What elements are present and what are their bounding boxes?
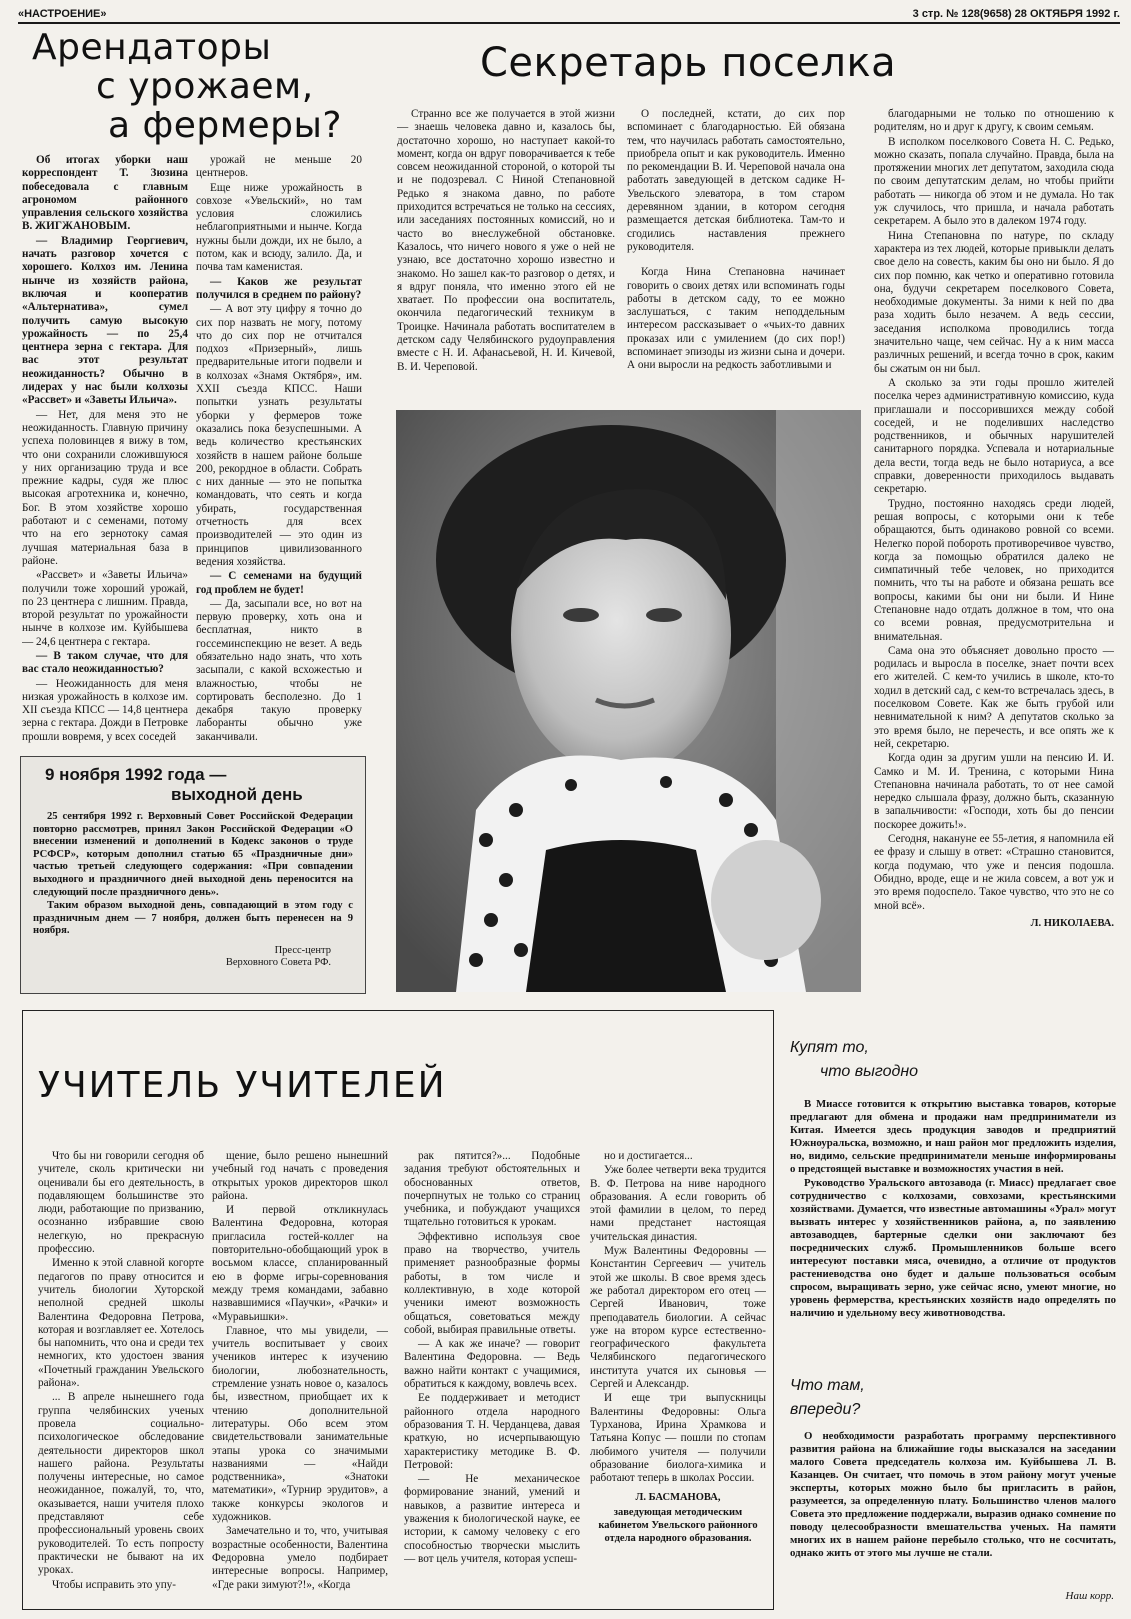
article1-lead: Об итогах уборки наш корреспондент Т. Зюзина побеседовала с главным агрономом районного управления сельского хозяйства В. ЖИГЖАНОВЫМ.: [22, 154, 188, 233]
article1-title-line2: с урожаем,: [96, 66, 314, 107]
article3-paragraph: Чтобы исправить это упу-: [52, 1578, 177, 1591]
article4-heading-line2: что выгодно: [820, 1063, 919, 1080]
article2-title: Секретарь поселка: [480, 40, 897, 86]
article2-paragraph: В исполком поселкового Совета Н. С. Редько, можно сказать, попала случайно. Правда, была на протяжении многих лет депутатом, заходила сюда по своим депутатским делам, но чтобы прийти работать — никогда об этом и не думала. Но так уж случилось, что пришла, и начала работать секретарем. А было это в далеком 1974 году.: [874, 135, 1114, 228]
article1-question: — С семенами на будущий год проблем не будет!: [196, 570, 362, 596]
article1-paragraph: — Владимир Георгиевич, начать разговор хочется с хорошего. Колхоз им. Ленина нынче из хозяйств района, включая и кооператив «Альтернатива», сумел получить самую высокую урожайность — по 25,4 центнера зерна с гектара. Для вас этот результат неожиданность? Обычно в лидерах у нас были колхозы «Рассвет» и «Заветы Ильича».: [22, 234, 188, 407]
article3-column-3: [404, 1150, 580, 1604]
article2-paragraph: О последней, кстати, до сих пор вспоминает с благодарностью. Ей обязана тем, что научилась работать самостоятельно, приобрела опыт и как руководитель. Именно по рекомендации В. И. Череповой начала она работать заведующей в детском садике Н-Увельского элеватора, в том старом деревянном здании, в котором сегодня размещается детская библиотека. Там-то и сгодились наставления прежнего руководителя.: [627, 108, 845, 253]
article2-paragraph: Трудно, постоянно находясь среди людей, решая вопросы, с которыми они к тебе обращаются, быть одинаково ровной со всеми. Нелегко порой побороть противоречивое чувство, когда за помощью обратился далеко не симпатичный тебе человек, но приходится помнить, что ты на работе и обязана решать все вопросы, какими бы они ни были. И Нине Степановне надо отдать должное в том, что она со всеми ровная, предусмотрительна и внимательная.: [874, 497, 1114, 643]
article1-title: [26, 28, 381, 150]
notice-signature-line2: Верховного Совета РФ.: [225, 957, 331, 969]
article3-column-2: [212, 1150, 388, 1604]
article3-column-1: [38, 1150, 204, 1604]
article3-paragraph: Эффективно используя свое право на творчество, учитель применяет разнообразные формы работы, в том числе и коллективную, в ходе которой ученики имеют возможность общаться, советоваться между собой, выбирая правильные ответы.: [404, 1230, 580, 1336]
article1-title-line1: Арендаторы: [32, 27, 272, 68]
article3-signature-name: Л. БАСМАНОВА,: [635, 1492, 721, 1504]
holiday-notice-box: [20, 756, 366, 994]
article1-question: — В таком случае, что для вас стало неожиданностью?: [22, 649, 188, 676]
article1-paragraph: — Неожиданность для меня низкая урожайность в колхозе им. XII съезда КПСС — 14,8 центнера зерна с гектара. Дожди в Петровке прошли вовремя, у всех соседей: [22, 677, 188, 743]
article2-paragraph: Сегодня, накануне ее 55-летия, я напомнила ей ее фразу и слышу в ответ: «Страшно становится, когда подумаю, что уже и пенсия подошла. Обидно, вроде, еще и не жила совсем, а вот уж и это время подоспело. Такое чувство, что это не со мной всё».: [874, 833, 1114, 912]
notice-title-line2: выходной день: [171, 785, 303, 804]
article3-paragraph: И еще три выпускницы Валентины Федоровны: Ольга Турханова, Ирина Храмкова и Татьяна Копус — пошли по стопам любимого учителя — получили образование биолога-химика и работают теперь в школах России.: [590, 1392, 766, 1485]
section-name: «НАСТРОЕНИЕ»: [18, 8, 107, 20]
article1-column-2: [196, 154, 362, 750]
article2-paragraph: А сколько за эти годы прошло жителей поселка через административную комиссию, куда приглашали и поссорившихся между собой соседей, и не поделивших наследство родственников, и обычных нарушителей санитарного порядка. Успевала и нотариальные дела вести, тогда ведь не было нотариуса, а все справки, доверенности приходилось выдавать секретарю.: [874, 376, 1114, 496]
notice-paragraph: 25 сентября 1992 г. Верховный Совет Российской Федерации повторно рассмотрев, принял Закон Российской Федерации «О внесении изменений и дополнений в Кодекс законов о труде РСФСР», которым дополнил статью 65 «Праздничные дни» частью третьей следующего содержания: «При совпадении выходного и праздничного дней выходной день переносится на следующий после праздничного день».: [33, 811, 353, 898]
article2-column-1: [397, 108, 615, 398]
notice-paragraph: Таким образом выходной день, совпадающий в этом году с праздничным днем — 7 ноября, должен быть перенесен на 9 ноября.: [33, 900, 353, 937]
article3-paragraph: Ее поддерживает и методист районного отдела народного образования Т. Н. Черданцева, давая краткую, но исчерпывающую характеристику методике В. Ф. Петровой:: [404, 1392, 580, 1471]
article5-body: [790, 1430, 1116, 1580]
article4-body: [790, 1098, 1116, 1368]
article5-heading-line1: Что там,: [790, 1377, 865, 1394]
portrait-photo: [396, 410, 861, 992]
article1-paragraph: Еще ниже урожайность в совхозе «Увельский», но там условия сложились неблагоприятными и нынче. Когда нужны были дожди, их не было, а потом, как и всюду, залило. Да, и почва там каменистая.: [196, 181, 362, 274]
article3-paragraph: рак пятится?»... Подобные задания требуют обстоятельных и обоснованных ответов, почерпнутых не только со страниц учебника, и побуждают учащихся тщательно готовиться к урокам.: [404, 1150, 580, 1229]
article2-paragraph: Когда Нина Степановна начинает говорить о своих детях или вспоминать годы работы в детском саду, то ее можно заслушаться, с таким неподдельным интересом рассказывает о «чьих-то давних проказах или с умилением (до сих пор!) вспоминает эпизоды из жизни сына и дочери. А они выросли на редкость заботливыми и: [627, 266, 845, 372]
article4-heading: [790, 1036, 1110, 1092]
article1-paragraph: — А вот эту цифру я точно до сих пор назвать не могу, потому что до сих пор не отчитался подхоз «Призерный», лишь предварительные итоги подвели и в колхозах «Знамя Октября», им. XXII съезда КПСС. Наши попытки узнать результаты уборки у фермеров тоже оказались пока безуспешными. А ведь количество крестьянских хозяйств в нашем районе больше 200, рекордное в области. Собрать с них данные — это не попытка командовать, что сеять и когда убирать, государственная отчетность для всех производителей — это один из принципов цивилизованного ведения хозяйства.: [196, 303, 362, 568]
article2-paragraph: Нина Степановна по натуре, по складу характера из тех людей, которые привыкли делать свое дело на совесть, каким бы оно ни было. Я до сих пор помню, как четко и оперативно готовила она, будучи секретарем поселкового Совета, необходимые документы. За ними к ней по два раза ходить было незачем. А ведь сессии, заседания исполкома проводились тогда значительно чаще, чем сейчас. Ну а к ним масса различных решений, и всегда точно в срок, каким бы сжатым он ни был.: [874, 229, 1114, 375]
article3-paragraph: — А как же иначе? — говорит Валентина Федоровна. — Ведь важно найти контакт с учащимися, обратиться к каждому, вовлечь всех.: [404, 1338, 580, 1391]
article1-column-1: [22, 154, 188, 750]
issue-info: 3 стр. № 128(9658) 28 ОКТЯБРЯ 1992 г.: [912, 8, 1120, 20]
article3-paragraph: Что бы ни говорили сегодня об учителе, сколь критически ни оценивали бы его деятельность, в подавляющем большинстве это люди, работающие по призванию, осознанно избравшие свою нелегкую, но прекрасную профессию.: [38, 1150, 204, 1256]
article1-paragraph: «Рассвет» и «Заветы Ильича» получили тоже хороший урожай, по 23 центнера с лишним. Правда, второй результат по урожайности нынче в колхозе им. Куйбышева — 24,6 центнера с гектара.: [22, 569, 188, 648]
article2-signature: Л. НИКОЛАЕВА.: [1030, 917, 1114, 929]
notice-title-line1: 9 ноября 1992 года —: [45, 765, 227, 784]
article1-question: — Каков же результат получился в среднем по району?: [196, 275, 362, 301]
article5-signature: Наш корр.: [1065, 1590, 1114, 1602]
article2-column-2: [627, 108, 845, 398]
article2-column-3: [874, 108, 1114, 988]
article3-paragraph: щение, было решено нынешний учебный год начать с проведения открытых уроков директоров школ района.: [212, 1150, 388, 1202]
article4-paragraph: В Миассе готовится к открытию выставка товаров, которые предлагают для обмена и продажи нам предприниматели из Китая. Имеется здесь продукция заводов и предприятий Южноуральска, возможно, и наш район мог предложить изделия, но, видимо, сельские предприниматели меньше информированы о предстоящей выставке и возможностях участия в ней.: [790, 1098, 1116, 1175]
article3-paragraph: Главное, что мы увидели, — учитель воспитывает у своих учеников интерес к изучению биологии, любознательность, стремление узнать новое о, казалось бы, известном, приобщает их к чтению дополнительной литературы. Обо всем этом свидетельствовали занимательные этапы урока со значимыми названиями — «Найди родственника», «Знатоки математики», «Турнир эрудитов», а также конкурсы экологов и художников.: [212, 1324, 388, 1524]
article3-paragraph: Уже более четверти века трудится В. Ф. Петрова на ниве народного образования. А если говорить об этой фамилии в целом, то перед нами предстанет настоящая учительская династия.: [590, 1164, 766, 1243]
notice-signature: [33, 945, 353, 970]
article1-title-line3: а фермеры?: [108, 105, 342, 146]
article2-paragraph: Странно все же получается в этой жизни — знаешь человека давно и, казалось бы, достаточно хорошо, но наступает какой-то момент, когда он вдруг поворачивается к тебе совсем неожиданной стороной, о которой ты и не подозревал. С Ниной Степановной Редько я знакома давно, по работе приходится встречаться не только на сессиях, или заседаниях постоянных комиссий, но и часто во внеслужебной обстановке. Казалось, что ничего нового я уже о ней не узнаю, все достаточно хорошо известно и знакомо. Но зашел как-то разговор о детях, и я вдруг поняла, что именно этого ей не хватает. По профессии она воспитатель, окончила педагогический техникум в Троицке. Начинала работать воспитателем в детском саду Челябинского рудоуправления вместе с Н. И. Афанасьевой, Н. И. Кичевой, В. И. Череповой.: [397, 108, 615, 373]
article3-signature-title: заведующая методическим кабинетом Увельского районного отдела народного образования.: [598, 1506, 758, 1545]
article3-paragraph: Замечательно и то, что, учитывая возрастные особенности, Валентина Федоровна умело подбирает интересные вопросы. Например, «Где раки зимуют?!», «Когда: [212, 1525, 388, 1591]
newspaper-header: [18, 8, 1120, 24]
article5-heading: [790, 1374, 1110, 1428]
article2-paragraph: Сама она это объясняет довольно просто — родилась и выросла в поселке, знает почти всех его жителей. С кем-то учились в школе, кто-то ходил в детский сад, с кем-то встречалась здесь, в поселковом Совете. Как же быть грубой или невнимательной к ним? А депутатов сколько за это время было, не перечесть, и все опять же к ней, секретарю.: [874, 644, 1114, 750]
article3-paragraph: И первой откликнулась Валентина Федоровна, которая пригласила гостей-коллег на повторительно-обобщающий урок в восьмом классе, спланированный ею в форме игры-соревнования между тремя командами, забавно назвавшимися «Паучки», «Рачки» и «Муравьишки».: [212, 1204, 388, 1323]
article3-paragraph: Муж Валентины Федоровны — Константин Сергеевич — учитель этой же школы. В свое время здесь же работал директором его отец — Сергей Иванович, тоже преподаватель биологии. А сейчас уже на втором курсе естественно-географического факультета Челябинского педагогического института учатся их сыновья — Сергей и Александр.: [590, 1245, 766, 1391]
notice-body: [33, 811, 353, 939]
article3-paragraph: но и достигается...: [604, 1150, 693, 1162]
article5-paragraph: О необходимости разработать программу перспективного развития района на ближайшие годы высказался на заседании малого Совета председатель колхоза им. Куйбышева Л. В. Казанцев. Он считает, что помочь в этом району могут ученые эксперты, которых можно было бы пригласить в район, разумеется, за определенную плату. Большинство членов малого Совета это предложение поддержали, выразив однако сомнение по поводу целесообразности вмешательства ученых. На памяти многих их в нашем районе перебыло столько, что не сосчитать, однако жить от этого мы лучше не стали.: [790, 1430, 1116, 1559]
article5-heading-line2: впереди?: [790, 1401, 861, 1418]
article2-paragraph: Когда один за другим ушли на пенсию И. И. Самко и М. И. Тренина, с которыми Нина Степановна начинала работать, то от нее самой нередко слышала фразу, должно быть, сказанную в запальчивости: «Господи, хоть бы до пенсии поскорее дожить!».: [874, 752, 1114, 831]
article3-paragraph: Именно к этой славной когорте педагогов по праву относится и учитель биологии Хуторской неполной средней школы Валентина Федоровна Петрова, которая и возглавляет ее. Хотелось бы напомнить, что она и среди тех немногих, кто удостоен звания «Почетный гражданин Увельского района».: [38, 1257, 204, 1390]
article4-heading-line1: Купят то,: [790, 1039, 869, 1056]
article3-column-4: [590, 1150, 766, 1604]
article4-paragraph: Руководство Уральского автозавода (г. Миасс) предлагает свое сотрудничество с колхозами, совхозами, крестьянскими хозяйствами. Думается, что известные автомашины «Урал» могут вызвать интерес у хозяйственников района, а, по заявлению автозаводцев, бартерные сделки они заключают без посреднических служб. Промышленников больше всего интересуют поставки мяса, очевидно, а отличие от продуктов растениеводства оно будет и дальше пользоваться особым спросом, выращивать зерно, уже сейчас ясно, умеют многие, но уровень фермерства, крестьянских хозяйств надо определять по наличию и удельному весу животноводства.: [790, 1177, 1116, 1319]
notice-signature-line1: Пресс-центр: [274, 944, 331, 956]
article1-paragraph: — Нет, для меня это не неожиданность. Главную причину успеха половинцев я вижу в том, что они сохранили сложившуюся у них организацию труда и все прежние кадры, судя же плюс высокая агротехника и, конечно, Бог. В этом хозяйстве хорошо работают и с семенами, потому что на его зернотоку самая лучшая материальная база в районе.: [22, 408, 188, 567]
article1-paragraph: урожай не меньше 20 центнеров.: [196, 154, 362, 180]
portrait-illustration: [396, 410, 861, 992]
article3-paragraph: — Не механическое формирование знаний, умений и навыков, а развитие интереса и уважения к биологической науке, ее истории, к самому человеку с его способностью творчески мыслить — вот цель учителя, которая успеш-: [404, 1473, 580, 1565]
article3-title: УЧИТЕЛЬ УЧИТЕЛЕЙ: [38, 1065, 447, 1106]
article1-paragraph: — Да, засыпали все, но вот на первую проверку, хоть она и бесплатная, никто в госсеминспекцию не везет. А ведь обязательно надо знать, что хоть засыпали, с какой всхожестью и влажностью, чтобы не сортировать бесполезно. До 1 декабря такую проверку лаборанты обычно уже заканчивали.: [196, 597, 362, 743]
article3-paragraph: ... В апреле нынешнего года группа челябинских ученых провела социально-психологическое обследование деятельности директоров школ нашего района. Результаты получены интересные, но самое неожиданное, пожалуй, то, что, оказывается, наши учителя плохо представляют себе профессиональный уровень своих руководителей. То есть попросту практически не бывают на их уроках.: [38, 1391, 204, 1577]
article2-paragraph: благодарными не только по отношению к родителям, но и друг к другу, к своим семьям.: [874, 108, 1114, 134]
